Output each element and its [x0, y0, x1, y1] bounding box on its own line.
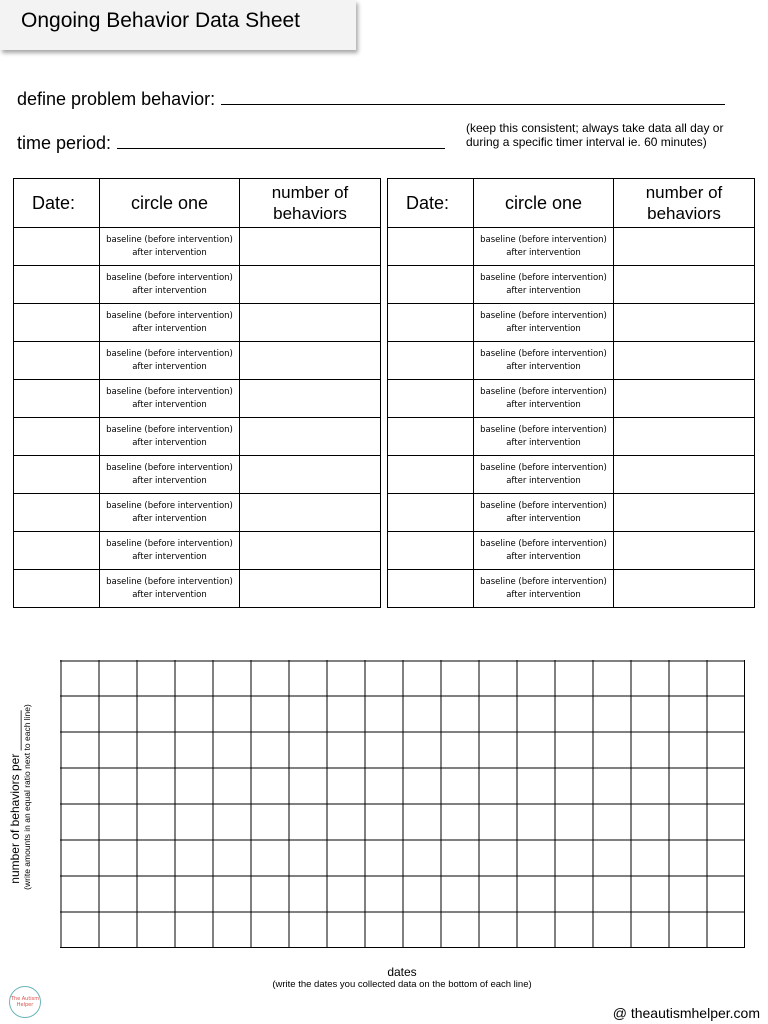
- option-after-intervention[interactable]: after intervention: [506, 285, 581, 296]
- behavior-count-cell[interactable]: [240, 228, 381, 266]
- option-baseline[interactable]: baseline (before intervention): [480, 576, 607, 587]
- option-baseline[interactable]: baseline (before intervention): [106, 500, 233, 511]
- option-after-intervention[interactable]: after intervention: [132, 437, 207, 448]
- data-table-right: [387, 178, 755, 608]
- behavior-count-cell[interactable]: [614, 266, 755, 304]
- option-after-intervention[interactable]: after intervention: [132, 247, 207, 258]
- circle-one-cell[interactable]: [100, 456, 240, 494]
- option-baseline[interactable]: baseline (before intervention): [106, 386, 233, 397]
- date-cell[interactable]: [14, 418, 100, 456]
- date-cell[interactable]: [14, 456, 100, 494]
- date-cell[interactable]: [388, 342, 474, 380]
- circle-one-cell[interactable]: [100, 266, 240, 304]
- table-row: [14, 266, 381, 304]
- behavior-count-cell[interactable]: [240, 418, 381, 456]
- circle-one-cell[interactable]: [474, 494, 614, 532]
- behavior-count-cell[interactable]: [240, 266, 381, 304]
- time-period-blank[interactable]: [117, 130, 445, 149]
- autism-helper-logo: [9, 986, 41, 1018]
- behavior-count-cell[interactable]: [240, 456, 381, 494]
- option-after-intervention[interactable]: after intervention: [132, 551, 207, 562]
- option-baseline[interactable]: baseline (before intervention): [480, 386, 607, 397]
- behavior-count-cell[interactable]: [614, 304, 755, 342]
- option-after-intervention[interactable]: after intervention: [506, 437, 581, 448]
- table-row: [14, 228, 381, 266]
- option-baseline[interactable]: baseline (before intervention): [480, 348, 607, 359]
- circle-one-cell[interactable]: [474, 570, 614, 608]
- header-date: Date:: [388, 179, 474, 228]
- time-period-label: time period:: [17, 133, 112, 153]
- table-row: [14, 380, 381, 418]
- behavior-count-cell[interactable]: [614, 418, 755, 456]
- date-cell[interactable]: [14, 266, 100, 304]
- page-title: Ongoing Behavior Data Sheet: [21, 9, 301, 32]
- header-count-line-1: number of: [271, 183, 349, 202]
- option-baseline[interactable]: baseline (before intervention): [106, 272, 233, 283]
- option-baseline[interactable]: baseline (before intervention): [106, 348, 233, 359]
- circle-one-cell[interactable]: [100, 494, 240, 532]
- circle-one-cell[interactable]: [474, 304, 614, 342]
- date-cell[interactable]: [388, 266, 474, 304]
- date-cell[interactable]: [388, 380, 474, 418]
- title-banner: [0, 0, 356, 50]
- y-axis-subtitle: (write amounts in an equal ratio next to each line): [22, 704, 32, 890]
- date-cell[interactable]: [388, 570, 474, 608]
- behavior-count-cell[interactable]: [240, 494, 381, 532]
- date-cell[interactable]: [388, 494, 474, 532]
- circle-one-cell[interactable]: [100, 532, 240, 570]
- circle-one-cell[interactable]: [474, 380, 614, 418]
- behavior-count-cell[interactable]: [240, 532, 381, 570]
- circle-one-cell[interactable]: [474, 266, 614, 304]
- option-after-intervention[interactable]: after intervention: [506, 513, 581, 524]
- table-row: [388, 266, 755, 304]
- table-row: [388, 228, 755, 266]
- circle-one-cell[interactable]: [474, 418, 614, 456]
- table-row: [14, 532, 381, 570]
- option-after-intervention[interactable]: after intervention: [132, 513, 207, 524]
- behavior-count-cell[interactable]: [614, 570, 755, 608]
- date-cell[interactable]: [14, 304, 100, 342]
- problem-behavior-label: define problem behavior:: [17, 89, 216, 109]
- table-row: [14, 418, 381, 456]
- behavior-count-cell[interactable]: [614, 456, 755, 494]
- date-cell[interactable]: [388, 456, 474, 494]
- note-line-1: (keep this consistent; always take data all day or: [466, 121, 724, 135]
- header-count-line-2: behaviors: [273, 204, 347, 223]
- option-after-intervention[interactable]: after intervention: [506, 589, 581, 600]
- option-after-intervention[interactable]: after intervention: [506, 551, 581, 562]
- circle-one-cell[interactable]: [474, 342, 614, 380]
- circle-one-cell[interactable]: [474, 456, 614, 494]
- option-baseline[interactable]: baseline (before intervention): [106, 234, 233, 245]
- date-cell[interactable]: [14, 342, 100, 380]
- circle-one-cell[interactable]: [100, 228, 240, 266]
- option-after-intervention[interactable]: after intervention: [506, 323, 581, 334]
- date-cell[interactable]: [14, 380, 100, 418]
- circle-one-cell[interactable]: [474, 532, 614, 570]
- option-after-intervention[interactable]: after intervention: [132, 475, 207, 486]
- table-row: [388, 342, 755, 380]
- date-cell[interactable]: [14, 494, 100, 532]
- behavior-count-cell[interactable]: [614, 342, 755, 380]
- behavior-count-cell[interactable]: [614, 380, 755, 418]
- behavior-count-cell[interactable]: [614, 494, 755, 532]
- time-period-field: [17, 130, 445, 154]
- date-cell[interactable]: [388, 228, 474, 266]
- header-date: Date:: [14, 179, 100, 228]
- behavior-count-cell[interactable]: [240, 380, 381, 418]
- option-baseline[interactable]: baseline (before intervention): [480, 500, 607, 511]
- behavior-count-cell[interactable]: [240, 304, 381, 342]
- option-after-intervention[interactable]: after intervention: [506, 247, 581, 258]
- header-number-of-behaviors: [240, 179, 381, 228]
- circle-one-cell[interactable]: [100, 380, 240, 418]
- header-circle-one: circle one: [474, 179, 614, 228]
- table-row: [14, 304, 381, 342]
- option-baseline[interactable]: baseline (before intervention): [106, 576, 233, 587]
- table-row: [388, 570, 755, 608]
- option-baseline[interactable]: baseline (before intervention): [480, 234, 607, 245]
- table-row: [14, 456, 381, 494]
- option-baseline[interactable]: baseline (before intervention): [480, 310, 607, 321]
- table-row: [388, 304, 755, 342]
- table-row: [388, 456, 755, 494]
- table-row: [388, 380, 755, 418]
- circle-one-cell[interactable]: [100, 418, 240, 456]
- option-after-intervention[interactable]: after intervention: [132, 399, 207, 410]
- logo-line-1: The Autism: [10, 996, 40, 1002]
- date-cell[interactable]: [14, 228, 100, 266]
- date-cell[interactable]: [388, 418, 474, 456]
- header-number-of-behaviors: [614, 179, 755, 228]
- time-period-note: [466, 121, 723, 149]
- option-after-intervention[interactable]: after intervention: [132, 589, 207, 600]
- problem-behavior-blank[interactable]: [221, 86, 725, 105]
- table-row: [388, 532, 755, 570]
- date-cell[interactable]: [14, 570, 100, 608]
- option-baseline[interactable]: baseline (before intervention): [106, 310, 233, 321]
- option-after-intervention[interactable]: after intervention: [506, 475, 581, 486]
- option-baseline[interactable]: baseline (before intervention): [106, 424, 233, 435]
- behavior-count-cell[interactable]: [614, 228, 755, 266]
- option-baseline[interactable]: baseline (before intervention): [106, 462, 233, 473]
- circle-one-cell[interactable]: [100, 570, 240, 608]
- behavior-count-cell[interactable]: [614, 532, 755, 570]
- logo-line-2: Helper: [16, 1002, 34, 1008]
- option-baseline[interactable]: baseline (before intervention): [480, 424, 607, 435]
- circle-one-cell[interactable]: [100, 304, 240, 342]
- option-baseline[interactable]: baseline (before intervention): [480, 462, 607, 473]
- date-cell[interactable]: [388, 532, 474, 570]
- note-line-2: during a specific timer interval ie. 60 minutes): [466, 135, 707, 149]
- y-axis-label: [8, 689, 32, 905]
- graph-grid: [60, 660, 745, 948]
- option-after-intervention[interactable]: after intervention: [132, 285, 207, 296]
- option-baseline[interactable]: baseline (before intervention): [106, 538, 233, 549]
- option-after-intervention[interactable]: after intervention: [132, 323, 207, 334]
- behavior-count-cell[interactable]: [240, 342, 381, 380]
- header-count-line-2: behaviors: [647, 204, 721, 223]
- data-table-left: [13, 178, 381, 608]
- footer-website: @ theautismhelper.com: [612, 1005, 760, 1021]
- date-cell[interactable]: [388, 304, 474, 342]
- problem-behavior-field: [17, 86, 725, 110]
- graph-grid-lines: [60, 660, 745, 948]
- table-row: [388, 418, 755, 456]
- option-baseline[interactable]: baseline (before intervention): [480, 538, 607, 549]
- option-after-intervention[interactable]: after intervention: [506, 361, 581, 372]
- x-axis-label: [200, 965, 604, 990]
- option-after-intervention[interactable]: after intervention: [506, 399, 581, 410]
- option-baseline[interactable]: baseline (before intervention): [480, 272, 607, 283]
- circle-one-cell[interactable]: [474, 228, 614, 266]
- x-axis-subtitle: (write the dates you collected data on the bottom of each line): [272, 979, 532, 990]
- date-cell[interactable]: [14, 532, 100, 570]
- circle-one-cell[interactable]: [100, 342, 240, 380]
- table-row: [388, 494, 755, 532]
- header-count-line-1: number of: [645, 183, 723, 202]
- behavior-count-cell[interactable]: [240, 570, 381, 608]
- header-circle-one: circle one: [100, 179, 240, 228]
- table-row: [14, 570, 381, 608]
- x-axis-title: dates: [387, 965, 417, 979]
- table-row: [14, 342, 381, 380]
- option-after-intervention[interactable]: after intervention: [132, 361, 207, 372]
- y-axis-title: number of behaviors per ______: [8, 710, 22, 884]
- table-row: [14, 494, 381, 532]
